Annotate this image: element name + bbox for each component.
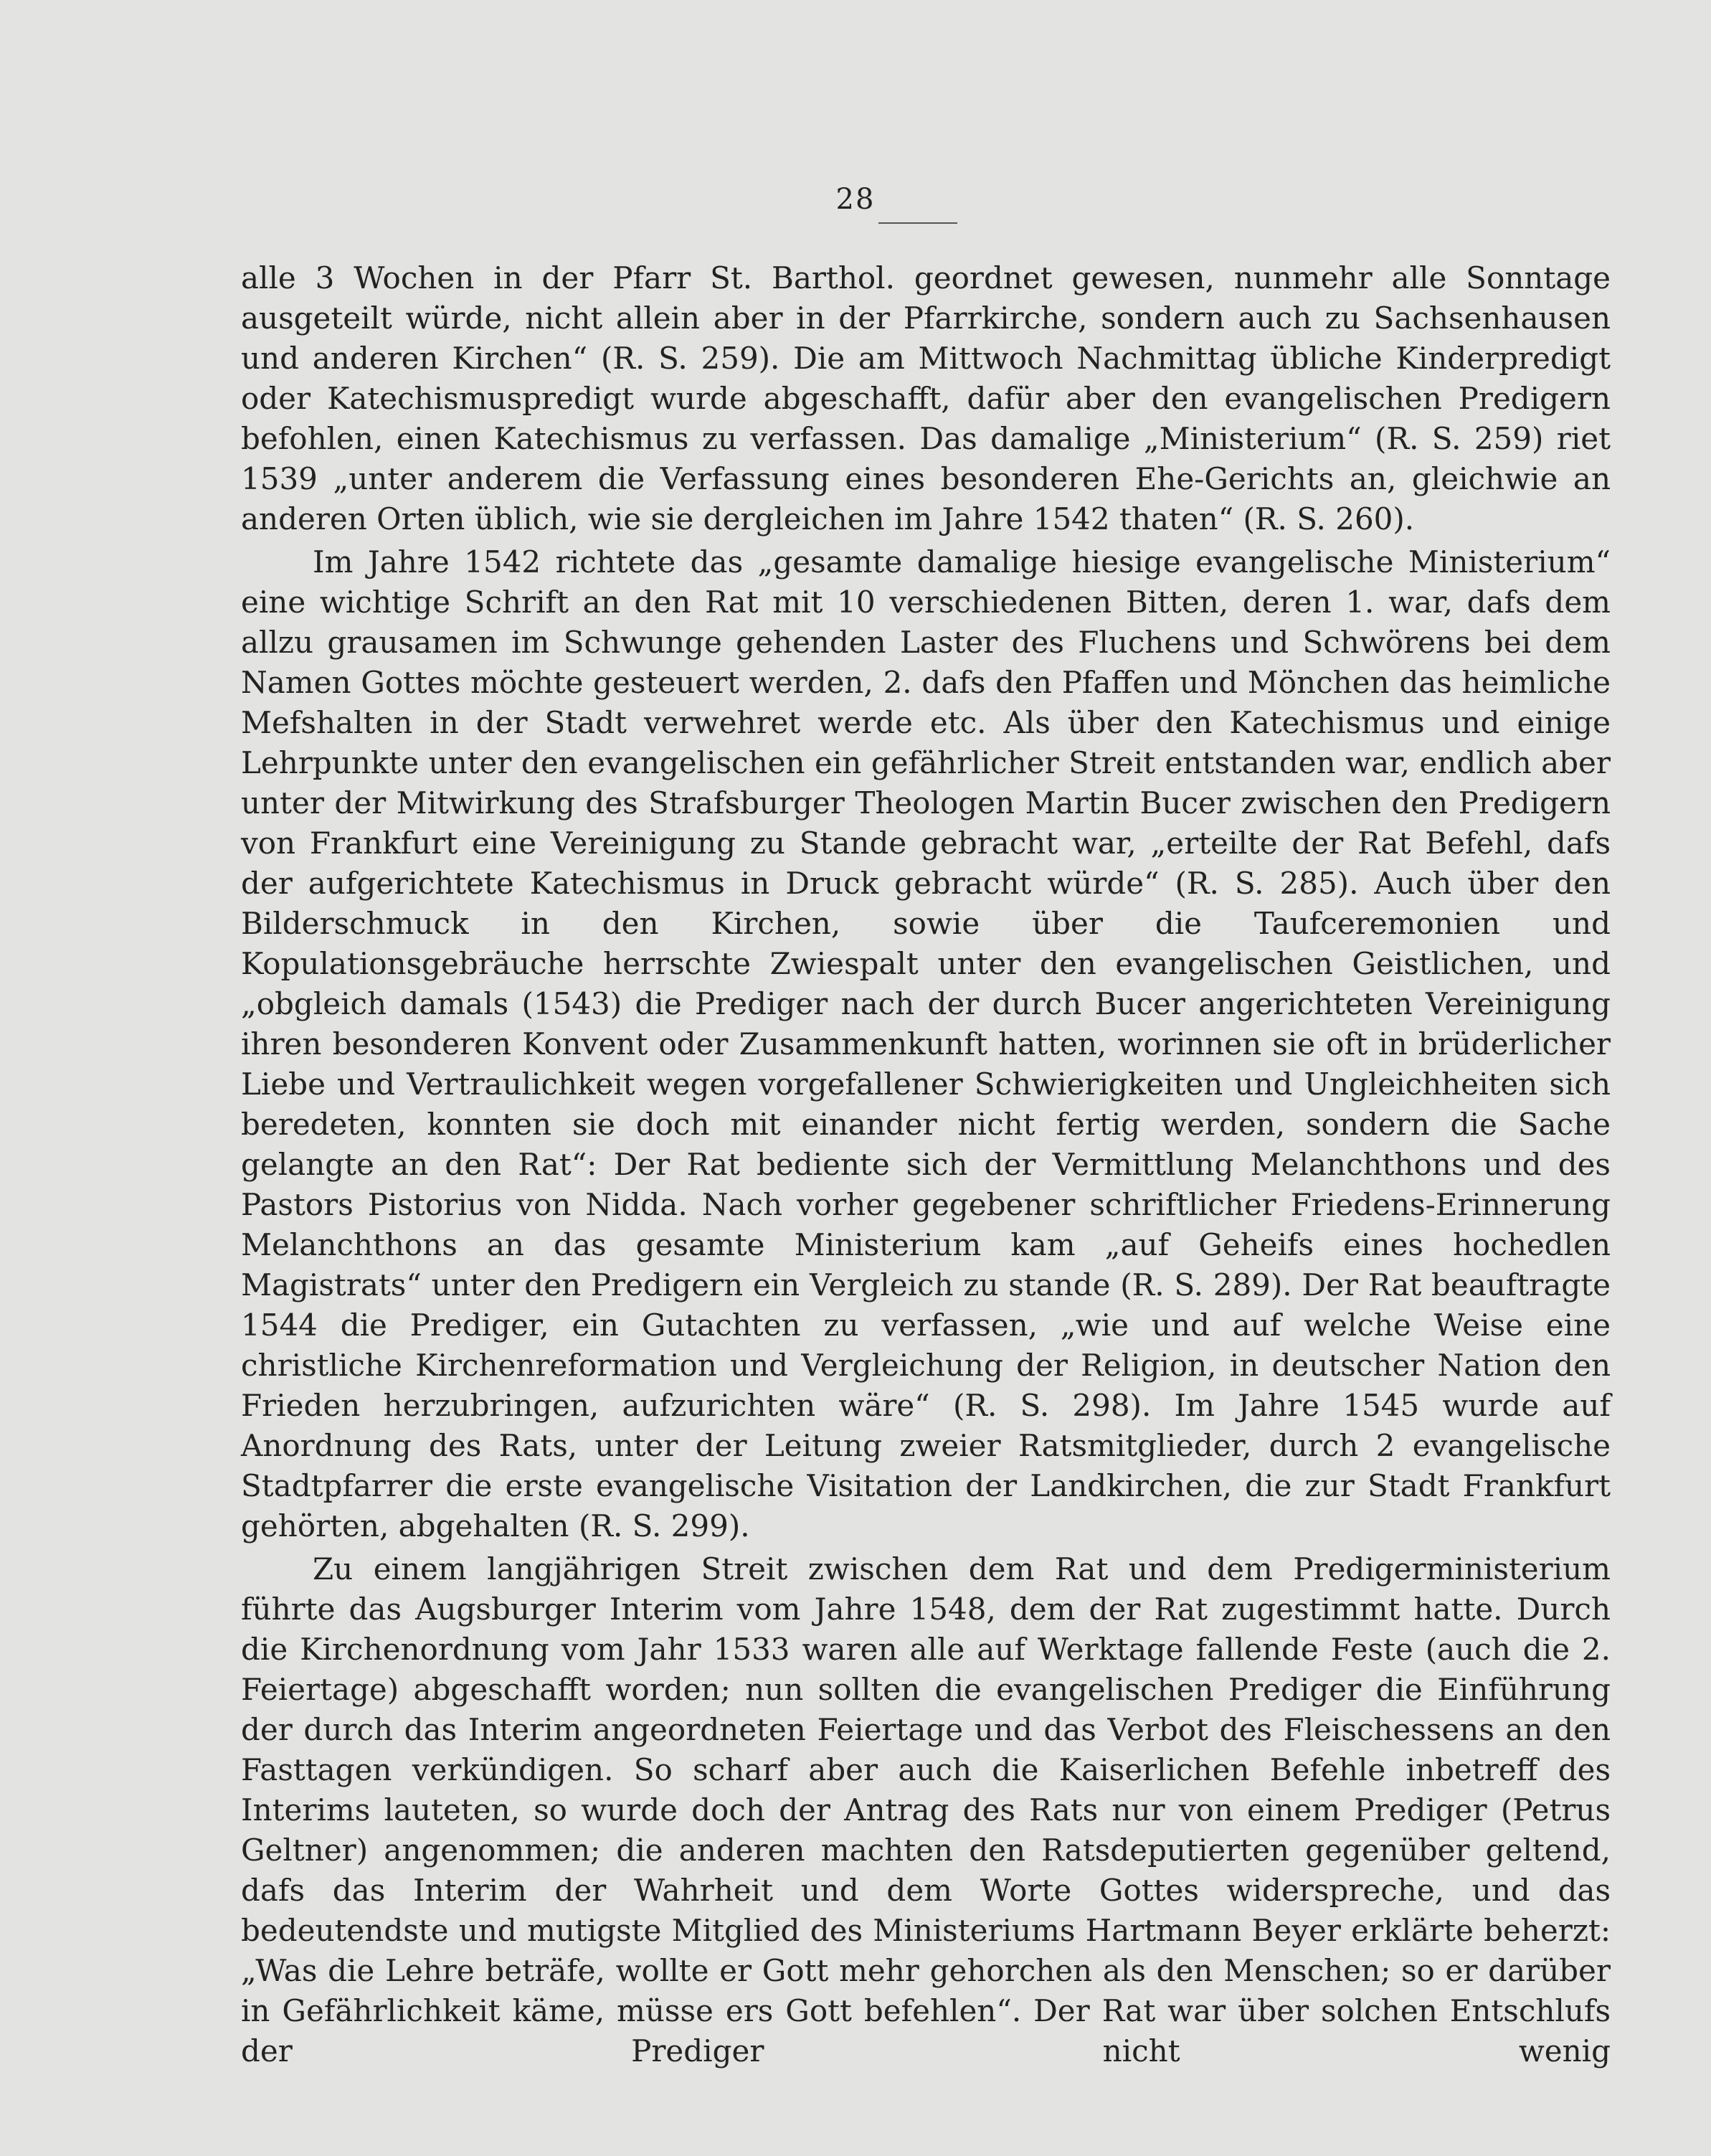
body-text <box>241 258 1611 2071</box>
paragraph-1: alle 3 Wochen in der Pfarr St. Barthol. geordnet gewesen, nunmehr alle Sonntage ausgeteilt würde, nicht allein aber in der Pfarrkirche, sondern auch zu Sachsenhausen und anderen Kirchen“ (R. S. 259). Die am Mittwoch Nachmittag übliche Kinderpredigt oder Katechismuspredigt wurde abgeschafft, dafür aber den evangelischen Predigern befohlen, einen Katechismus zu verfassen. Das damalige „Ministerium“ (R. S. 259) riet 1539 „unter anderem die Verfassung eines besonderen Ehe-Gerichts an, gleichwie an anderen Orten üblich, wie sie dergleichen im Jahre 1542 thaten“ (R. S. 260). <box>241 260 1611 536</box>
paragraph-2: Im Jahre 1542 richtete das „gesamte damalige hiesige evangelische Ministerium“ eine wichtige Schrift an den Rat mit 10 verschiedenen Bitten, deren 1. war, dafs dem allzu grausamen im Schwunge gehenden Laster des Fluchens und Schwörens bei dem Namen Gottes möchte gesteuert werden, 2. dafs den Pfaffen und Mönchen das heimliche Mefshalten in der Stadt verwehret werde etc. Als über den Katechismus und einige Lehrpunkte unter den evangelischen ein gefährlicher Streit entstanden war, endlich aber unter der Mitwirkung des Strafsburger Theologen Martin Bucer zwischen den Predigern von Frankfurt eine Vereinigung zu Stande gebracht war, „erteilte der Rat Befehl, dafs der aufgerichtete Katechismus in Druck gebracht würde“ (R. S. 285). Auch über den Bilderschmuck in den Kirchen, sowie über die Taufceremonien und Kopulationsgebräuche herrschte Zwiespalt unter den evangelischen Geistlichen, und „obgleich damals (1543) die Prediger nach der durch Bucer angerichteten Vereinigung ihren besonderen Konvent oder Zusammenkunft hatten, worinnen sie oft in brüderlicher Liebe und Vertraulichkeit wegen vorgefallener Schwierigkeiten und Ungleichheiten sich beredeten, konnten sie doch mit einander nicht fertig werden, sondern die Sache gelangte an den Rat“: Der Rat bediente sich der Vermittlung Melanchthons und des Pastors Pistorius von Nidda. Nach vorher gegebener schriftlicher Friedens-Erinnerung Melanchthons an das gesamte Ministerium kam „auf Geheifs eines hochedlen Magistrats“ unter den Predigern ein Vergleich zu stande (R. S. 289). Der Rat beauftragte 1544 die Prediger, ein Gutachten zu verfassen, „wie und auf welche Weise eine christliche Kirchenreformation und Vergleichung der Religion, in deutscher Nation den Frieden herzubringen, aufzurichten wäre“ (R. S. 298). Im Jahre 1545 wurde auf Anordnung des Rats, unter der Leitung zweier Ratsmitglieder, durch 2 evangelische Stadtpfarrer die erste evangelische Visitation der Landkirchen, die zur Stadt Frankfurt gehörten, abgehalten (R. S. 299). <box>241 544 1611 1543</box>
paragraph-3: Zu einem langjährigen Streit zwischen dem Rat und dem Predigerministerium führte das Augsburger Interim vom Jahre 1548, dem der Rat zugestimmt hatte. Durch die Kirchenordnung vom Jahr 1533 waren alle auf Werktage fallende Feste (auch die 2. Feiertage) abgeschafft worden; nun sollten die evangelischen Prediger die Einführung der durch das Interim angeordneten Feiertage und das Verbot des Fleischessens an den Fasttagen verkündigen. So scharf aber auch die Kaiserlichen Befehle inbetreff des Interims lauteten, so wurde doch der Antrag des Rats nur von einem Prediger (Petrus Geltner) angenommen; die anderen machten den Ratsdeputierten gegenüber geltend, dafs das Interim der Wahrheit und dem Worte Gottes widerspreche, und das bedeutendste und mutigste Mitglied des Ministeriums Hartmann Beyer erklärte beherzt: „Was die Lehre beträfe, wollte er Gott mehr gehorchen als den Menschen; so er darüber in Gefährlichkeit käme, müsse ers Gott befehlen“. Der Rat war über solchen Entschlufs der Prediger nicht wenig <box>241 1551 1611 2068</box>
page-number: 28 <box>835 183 876 216</box>
page-number-rule <box>878 222 957 224</box>
